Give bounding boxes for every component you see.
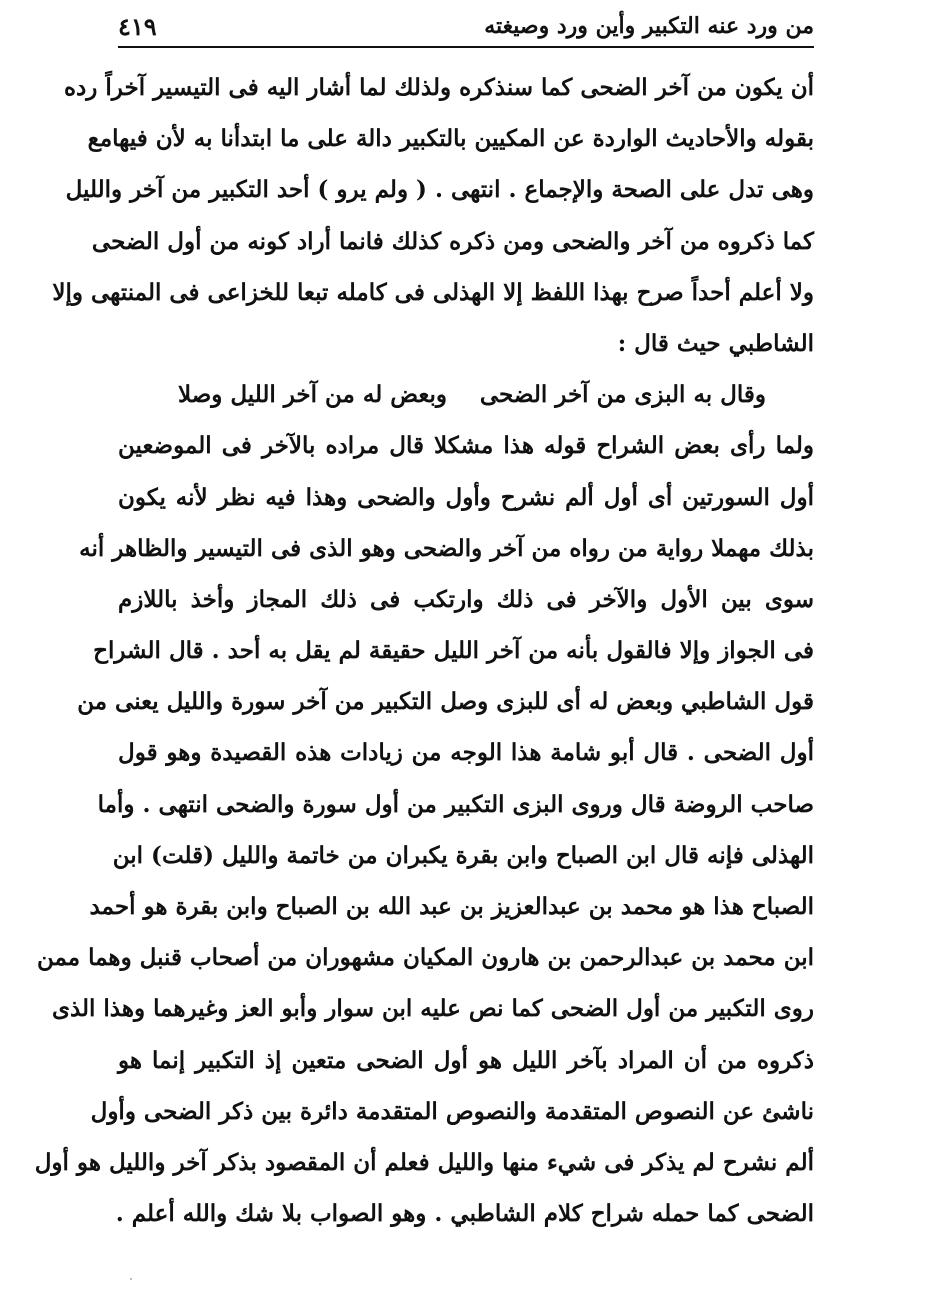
text-line: الهذلى فإنه قال ابن الصباح وابن بقرة يكبران من خاتمة والليل (قلت) ابن — [112, 841, 814, 869]
page-number: ٤١٩ — [118, 11, 157, 41]
text-line: الصباح هذا هو محمد بن عبدالعزيز بن عبد الله بن الصباح وابن بقرة هو أحمد — [89, 893, 814, 920]
text-line: أن يكون من آخر الضحى كما سنذكره ولذلك لما أشار اليه فى التيسير آخراً رده — [64, 74, 814, 101]
text-line: بقوله والأحاديث الواردة عن المكيين بالتكبير دالة على ما ابتدأنا به لأن فيهامع — [87, 125, 814, 153]
text-line: ناشئ عن النصوص المتقدمة والنصوص المتقدمة دائرة بين ذكر الضحى وأول — [90, 1097, 814, 1125]
running-title: من ورد عنه التكبير وأين ورد وصيغته — [484, 13, 814, 39]
text-line: ابن محمد بن عبدالرحمن بن هارون المكيان مشهوران من أصحاب قنبل وهما ممن — [37, 944, 814, 972]
text-line: قول الشاطبي وبعض له أى للبزى وصل التكبير من آخر سورة والليل يعنى من — [77, 688, 814, 716]
text-line: الضحى كما حمله شراح كلام الشاطبي . وهو الصواب بلا شك والله أعلم . — [115, 1200, 814, 1228]
page-body — [34, 62, 814, 1239]
text-line: ذكروه من أن المراد بآخر الليل هو أول الضحى متعين إذ التكبير إنما هو — [118, 1046, 814, 1074]
text-line: ولما رأى بعض الشراح قوله هذا مشكلا قال مراده بالآخر فى الموضعين — [118, 432, 814, 460]
text-line: ألم نشرح لم يذكر فى شيء منها والليل فعلم أن المقصود بذكر آخر والليل هو أول — [34, 1148, 814, 1176]
text-line: أول السورتين أى أول ألم نشرح وأول والضحى وهذا فيه نظر لأنه يكون — [118, 483, 814, 511]
text-line: سوى بين الأول والآخر فى ذلك وارتكب فى ذلك المجاز وأخذ باللازم — [118, 585, 814, 613]
text-line: ولا أعلم أحداً صرح بهذا اللفظ إلا الهذلى فى كامله تبعا للخزاعى فى المنتهى وإلا — [52, 278, 814, 306]
scan-speck — [130, 1278, 132, 1280]
verse-line — [118, 369, 814, 420]
text-line: صاحب الروضة قال وروى البزى التكبير من أول سورة والضحى انتهى . وأما — [97, 790, 814, 818]
text-line: الشاطبي حيث قال : — [617, 329, 814, 357]
text-line: بذلك مهملا رواية من رواه من آخر والضحى وهو الذى فى التيسير والظاهر أنه — [79, 534, 814, 562]
verse-second-hemistich: وبعض له من آخر الليل وصلا — [178, 381, 448, 409]
text-line: روى التكبير من أول الضحى كما نص عليه ابن سوار وأبو العز وغيرهما وهذا الذى — [51, 995, 814, 1023]
header-rule — [118, 46, 814, 48]
text-line: فى الجواز وإلا فالقول بأنه من آخر الليل حقيقة لم يقل به أحد . قال الشراح — [93, 637, 814, 665]
text-line: كما ذكروه من آخر والضحى ومن ذكره كذلك فانما أراد كونه من أول الضحى — [91, 227, 814, 255]
verse-first-hemistich: وقال به البزى من آخر الضحى — [479, 381, 766, 409]
page-header — [118, 8, 814, 44]
text-line: أول الضحى . قال أبو شامة هذا الوجه من زيادات هذه القصيدة وهو قول — [118, 739, 814, 767]
text-line: وهى تدل على الصحة والإجماع . انتهى . ( ولم يرو ) أحد التكبير من آخر والليل — [65, 176, 814, 204]
